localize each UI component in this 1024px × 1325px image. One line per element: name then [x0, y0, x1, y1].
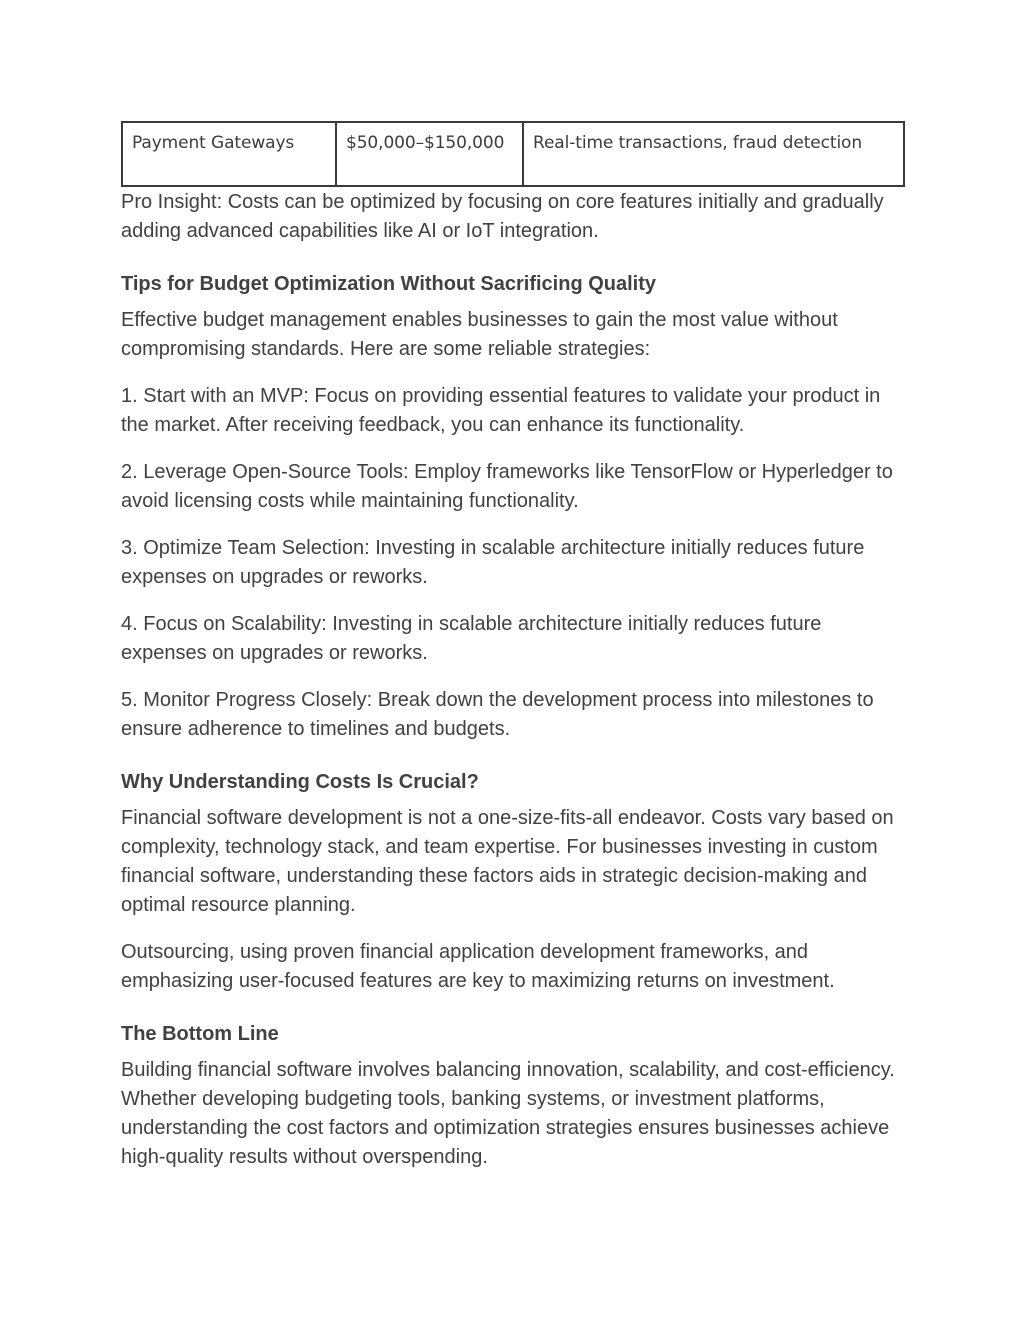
list-item: 1. Start with an MVP: Focus on providing essential features to validate your product in the market. After receiving feedback, you can enhance its functionality. [121, 385, 881, 436]
list-item: 5. Monitor Progress Closely: Break down the development process into milestones to ensure adherence to timelines and budgets. [121, 689, 874, 740]
tips-intro: Effective budget management enables businesses to gain the most value without compromising standards. Here are some reliable strategies: [121, 309, 838, 360]
table-cell-cost: $50,000–$150,000 [336, 122, 523, 186]
tips-heading: Tips for Budget Optimization Without Sacrificing Quality [121, 273, 657, 295]
table-row [122, 122, 904, 186]
list-item: 3. Optimize Team Selection: Investing in scalable architecture initially reduces future expenses on upgrades or reworks. [121, 537, 865, 588]
document-page [121, 121, 905, 1172]
list-item: 2. Leverage Open-Source Tools: Employ frameworks like TensorFlow or Hyperledger to avoid licensing costs while maintaining functionality. [121, 461, 893, 512]
pro-insight: Pro Insight: Costs can be optimized by focusing on core features initially and gradually adding advanced capabilities like AI or IoT integration. [121, 191, 884, 242]
list-item: 4. Focus on Scalability: Investing in scalable architecture initially reduces future expenses on upgrades or reworks. [121, 613, 822, 664]
cost-table [121, 121, 905, 187]
bottom-line-heading: The Bottom Line [121, 1023, 279, 1045]
table-cell-description: Real-time transactions, fraud detection [523, 122, 904, 186]
why-paragraph: Financial software development is not a one-size-fits-all endeavor. Costs vary based on complexity, technology stack, and team expertise. For businesses investing in custom financial software, understanding these factors aids in strategic decision-making and optimal resource planning. [121, 807, 894, 916]
why-heading: Why Understanding Costs Is Crucial? [121, 771, 479, 793]
bottom-line-paragraph: Building financial software involves balancing innovation, scalability, and cost-efficiency. Whether developing budgeting tools, banking systems, or investment platforms, understanding the cost factors and optimization strategies ensures businesses achieve high-quality results without overspending. [121, 1059, 895, 1168]
table-cell-feature: Payment Gateways [122, 122, 336, 186]
why-paragraph: Outsourcing, using proven financial application development frameworks, and emphasizing user-focused features are key to maximizing returns on investment. [121, 941, 835, 992]
